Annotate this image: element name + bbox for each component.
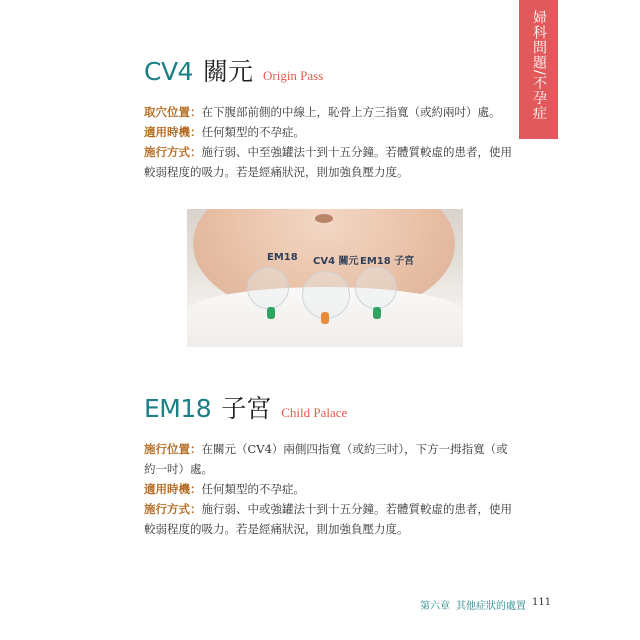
detail-text: 任何類型的不孕症。 (201, 482, 305, 496)
cup-right (355, 267, 397, 309)
detail-text: 在下腹部前側的中線上，恥骨上方三指寬（或約兩吋）處。 (201, 105, 501, 119)
detail-row (144, 499, 514, 539)
detail-label: 取穴位置： (144, 105, 202, 119)
detail-label: 適用時機： (144, 482, 202, 496)
detail-row (144, 439, 514, 479)
valve-center (321, 312, 329, 324)
detail-row (144, 142, 514, 182)
cup-left (247, 267, 289, 309)
point-code: EM18 (144, 394, 212, 423)
section-details (144, 439, 514, 539)
valve-left (267, 307, 275, 319)
section-em18 (144, 389, 514, 539)
chapter-side-tab: 婦科問題/不孕症 (519, 0, 558, 139)
detail-label: 施行方式： (144, 502, 202, 516)
photo-label-center: CV4 關元 (313, 256, 359, 267)
navel (315, 214, 333, 223)
section-details (144, 102, 514, 182)
point-name-chinese: 關元 (202, 57, 253, 86)
detail-text: 施行弱、中至強罐法十到十五分鐘。若體質較虛的患者，使用較弱程度的吸力。若是經痛狀況，則加強負壓力度。 (144, 145, 512, 179)
point-name-chinese: 子宮 (221, 394, 272, 423)
detail-label: 施行位置： (144, 442, 202, 456)
section-heading (144, 389, 514, 429)
detail-row (144, 479, 514, 499)
page-footer (420, 597, 551, 612)
valve-right (373, 307, 381, 319)
point-name-english: Origin Pass (262, 68, 324, 83)
detail-text: 在關元（CV4）兩側四指寬（或約三吋），下方一拇指寬（或約一吋）處。 (144, 442, 508, 476)
point-name-english: Child Palace (281, 405, 348, 420)
detail-label: 適用時機： (144, 125, 202, 139)
detail-text: 任何類型的不孕症。 (201, 125, 305, 139)
page-number: 111 (532, 597, 552, 608)
detail-row (144, 102, 514, 122)
footer-title: 其他症狀的處置 (456, 601, 526, 612)
cupping-photo (187, 209, 463, 347)
section-cv4 (144, 52, 514, 182)
photo-label-right: EM18 子宮 (360, 256, 415, 267)
detail-label: 施行方式： (144, 145, 202, 159)
detail-row (144, 122, 514, 142)
section-heading (144, 52, 514, 92)
footer-chapter: 第六章 (420, 601, 450, 612)
photo-label-left: EM18 (267, 252, 298, 263)
point-code: CV4 (144, 57, 193, 86)
detail-text: 施行弱、中或強罐法十到十五分鐘。若體質較虛的患者，使用較弱程度的吸力。若是經痛狀況，則加強負壓力度。 (144, 502, 512, 536)
